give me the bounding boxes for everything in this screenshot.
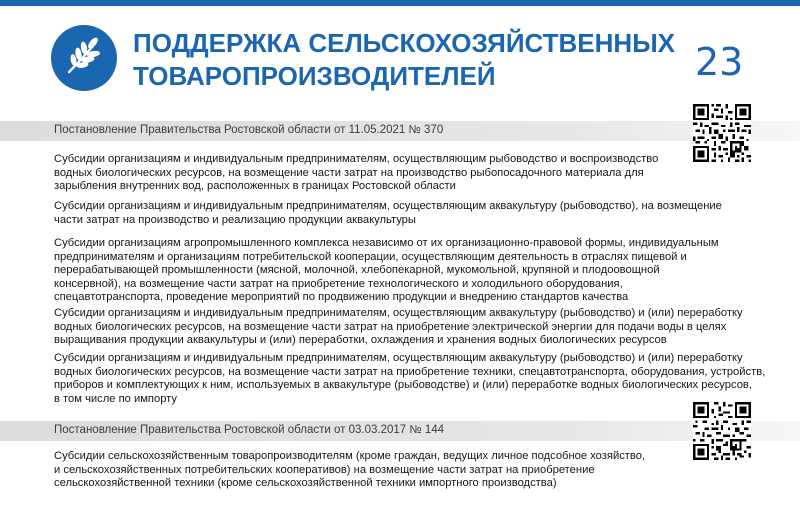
subsidy-text-line: спецавтотранспорта, проведение мероприятий по продвижению продукции и внедрению стандартов качества [54,291,629,304]
subsidy-text-line: в том числе по импорту [54,392,178,405]
section-header: Постановление Правительства Ростовской области от 03.03.2017 № 144 [54,424,445,436]
subsidy-text-line: Субсидии сельскохозяйственным товаропроизводителям (кроме граждан, ведущих личное подсобное хозяйство, [54,450,646,462]
subsidy-text-line: выращивания продукции аквакультуры и (или) переработки, охлаждения и хранения водных биологических ресурсов [54,334,667,347]
subsidy-item [54,153,789,194]
logo-badge [51,25,117,91]
subsidy-text-line: сельскохозяйственной техники (кроме сельскохозяйственной техники импортного производства) [54,477,557,490]
subsidy-text-line: перерабатывающей промышленности (мясной, молочной, хлебопекарной, мукомольной, крупяной и плодоовощной [54,264,660,277]
subsidy-text-line: водных биологических ресурсов, на возмещение части затрат на производство рыбопосадочного материала для [54,166,644,179]
section-header: Постановление Правительства Ростовской области от 11.05.2021 № 370 [54,124,444,136]
subsidy-item [54,352,789,406]
page-number: 23 [695,40,744,84]
subsidy-item [54,237,789,305]
subsidy-item [54,200,789,227]
page-title-line: ПОДДЕРЖКА СЕЛЬСКОХОЗЯЙСТВЕННЫХ [133,28,675,58]
subsidy-text-line: предпринимателям и организациям потребительской кооперации, осуществляющим деятельность в отраслях пищевой и [54,250,687,263]
subsidy-text-line: Субсидии организациям и индивидуальным предпринимателям, осуществляющим рыбоводство и воспроизводство [54,153,659,165]
subsidy-text-line: Субсидии организациям и индивидуальным предпринимателям, осуществляющим аквакультуру (рыбоводство) и (или) переработку [54,352,743,364]
subsidy-text-line: консервной), на возмещение части затрат на приобретение технологического и холодильного оборудования, [54,277,623,290]
subsidy-text-line: Субсидии организациям агропромышленного комплекса независимо от их организационно-правовой формы, индивидуальным [54,237,719,249]
subsidy-text-line: водных биологических ресурсов, на возмещение части затрат на приобретение техники, спецавтотранспорта, оборудования, устройств, [54,365,766,378]
page-title-line: ТОВАРОПРОИЗВОДИТЕЛЕЙ [133,61,496,91]
subsidy-text-line: приборов и комплектующих к ним, используемых в аквакультуре (рыбоводстве) и (или) переработке водных биологических ресурсов, [54,379,752,392]
subsidy-text-line: Субсидии организациям и индивидуальным предпринимателям, осуществляющим аквакультуру (рыбоводство) и (или) переработку [54,307,743,319]
page-title [133,27,693,93]
subsidy-text-line: Субсидии организациям и индивидуальным предпринимателям, осуществляющим аквакультуру (рыбоводство), на возмещение [54,200,722,212]
wheat-icon [62,34,106,83]
subsidy-item [54,450,789,491]
subsidy-text-line: и сельскохозяйственных потребительских кооперативов) на возмещение части затрат на приобретение [54,463,595,476]
subsidy-text-line: зарыбления внутренних вод, расположенных в границах Ростовской области [54,180,456,193]
subsidy-item [54,307,789,348]
subsidy-text-line: водных биологических ресурсов, на возмещение части затрат на приобретение электрической энергии для подачи воды в целях [54,320,727,333]
top-accent-bar [0,0,800,6]
subsidy-text-line: части затрат на производство и реализацию продукции аквакультуры [54,213,416,226]
